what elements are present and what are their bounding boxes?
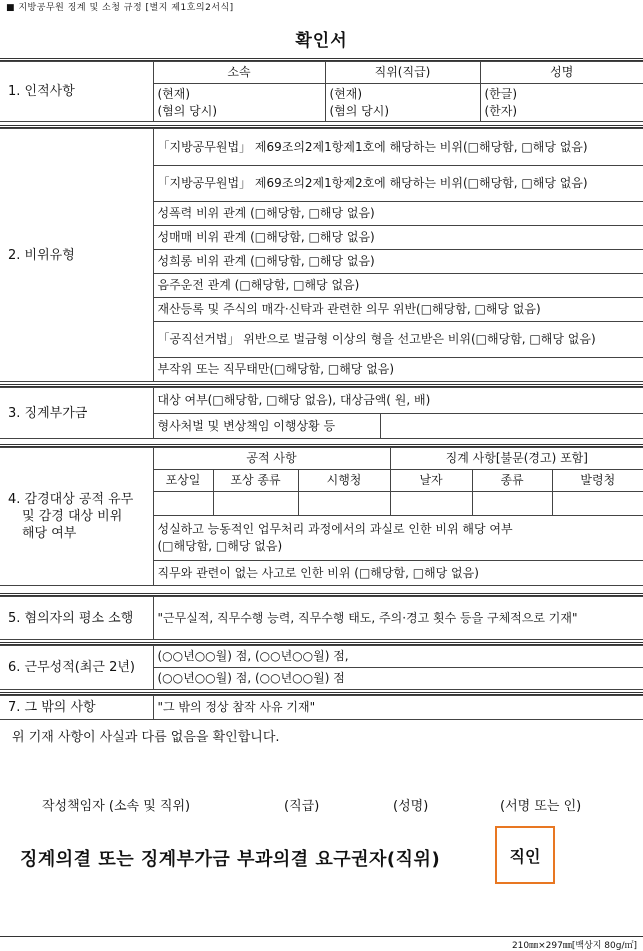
col-type: 종류	[472, 470, 552, 492]
dept-current-label: (현재)	[157, 86, 191, 101]
unrelated-accident-row[interactable]: 직무와 관련이 없는 사고로 인한 비위 (□해당함, □해당 없음)	[153, 561, 643, 586]
award-issuer-field[interactable]	[298, 492, 390, 516]
conduct-field[interactable]: "근무실적, 직무수행 능력, 직무수행 태도, 주의·경고 횟수 등을 구체적으로 기재"	[153, 597, 643, 640]
misconduct-item[interactable]: 부작위 또는 직무태만(□해당함, □해당 없음)	[153, 358, 643, 382]
col-award-date: 포상일	[153, 470, 213, 492]
section-misconduct-type	[0, 128, 643, 382]
section-6-label: 6. 근무성적(최근 2년)	[0, 646, 153, 690]
paper-spec: 210㎜×297㎜[백상지 80g/㎡]	[511, 941, 637, 951]
merit-header: 공적 사항	[153, 448, 390, 470]
confirmation-statement: 위 기재 사항이 사실과 다름 없음을 확인합니다.	[12, 730, 280, 745]
col-issuer: 시행청	[298, 470, 390, 492]
award-date-field[interactable]	[153, 492, 213, 516]
performance-row[interactable]: (○○년○○월) 점, (○○년○○월) 점,	[153, 646, 643, 668]
name-hangul-label: (한글)	[484, 86, 518, 101]
section-1-label: 1. 인적사항	[0, 62, 153, 122]
writer-label: 작성책임자 (소속 및 직위)	[42, 799, 191, 814]
official-seal-box[interactable]: 직인	[495, 826, 555, 884]
misconduct-item[interactable]: 「공직선거법」 위반으로 벌금형 이상의 형을 선고받은 비위(□해당함, □해당 없음)	[153, 322, 643, 358]
section-conduct	[0, 596, 643, 640]
discipline-header: 징계 사항[불문(경고) 포함]	[390, 448, 643, 470]
dept-then-label: (혐의 당시)	[157, 103, 218, 118]
col-date: 날자	[390, 470, 472, 492]
misconduct-item[interactable]: 「지방공무원법」 제69조의2제1항제1호에 해당하는 비위(□해당함, □해당 없음)	[153, 129, 643, 166]
section-4-label: 4. 감경대상 공적 유무 및 감경 대상 비위 해당 여부	[0, 448, 153, 586]
signer-name-label: (성명)	[393, 799, 429, 814]
sincere-error-row[interactable]: 성실하고 능동적인 업무처리 과정에서의 과실로 인한 비위 해당 여부 (□해당함, □해당 없음)	[153, 516, 643, 561]
name-field[interactable]	[480, 84, 643, 122]
discipline-date-field[interactable]	[390, 492, 472, 516]
discipline-agency-field[interactable]	[552, 492, 643, 516]
discipline-type-field[interactable]	[472, 492, 552, 516]
section-performance	[0, 645, 643, 690]
misconduct-item[interactable]: 음주운전 관계 (□해당함, □해당 없음)	[153, 274, 643, 298]
section-personal-info	[0, 61, 643, 122]
performance-row[interactable]: (○○년○○월) 점, (○○년○○월) 점	[153, 668, 643, 690]
col-name: 성명	[480, 62, 643, 84]
col-position: 직위(직급)	[325, 62, 480, 84]
name-hanja-label: (한자)	[484, 103, 518, 118]
section-2-label: 2. 비위유형	[0, 129, 153, 382]
section-other	[0, 695, 643, 720]
other-field[interactable]: "그 밖의 정상 참작 사유 기재"	[153, 696, 643, 720]
section-surcharge	[0, 387, 643, 439]
section-mitigation	[0, 447, 643, 586]
footer-rule	[0, 936, 643, 937]
position-field[interactable]	[325, 84, 480, 122]
col-award-type: 포상 종류	[213, 470, 298, 492]
requester-title: 징계의결 또는 징계부가금 부과의결 요구권자(직위)	[20, 849, 441, 870]
form-header: ■ 지방공무원 징계 및 소청 규정 [별지 제1호의2서식]	[6, 3, 234, 13]
surcharge-target-field[interactable]: 대상 여부(□해당함, □해당 없음), 대상금액( 원, 배)	[153, 388, 643, 414]
misconduct-item[interactable]: 성매매 비위 관계 (□해당함, □해당 없음)	[153, 226, 643, 250]
department-field[interactable]	[153, 84, 325, 122]
misconduct-item[interactable]: 성폭력 비위 관계 (□해당함, □해당 없음)	[153, 202, 643, 226]
pos-current-label: (현재)	[329, 86, 363, 101]
misconduct-item[interactable]: 재산등록 및 주식의 매각·신탁과 관련한 의무 위반(□해당함, □해당 없음)	[153, 298, 643, 322]
misconduct-item[interactable]: 성희롱 비위 관계 (□해당함, □해당 없음)	[153, 250, 643, 274]
section-5-label: 5. 혐의자의 평소 소행	[0, 597, 153, 640]
misconduct-item[interactable]: 「지방공무원법」 제69조의2제1항제2호에 해당하는 비위(□해당함, □해당 없음)	[153, 166, 643, 202]
page-title: 확인서	[295, 31, 348, 51]
col-issuing-agency: 발령청	[552, 470, 643, 492]
criminal-liability-label: 형사처벌 및 변상책임 이행상황 등	[153, 414, 380, 439]
col-department: 소속	[153, 62, 325, 84]
award-type-field[interactable]	[213, 492, 298, 516]
criminal-liability-field[interactable]	[380, 414, 643, 439]
rank-label: (직급)	[284, 799, 320, 814]
sign-label: (서명 또는 인)	[500, 799, 582, 814]
section-7-label: 7. 그 밖의 사항	[0, 696, 153, 720]
section-3-label: 3. 징계부가금	[0, 388, 153, 439]
pos-then-label: (혐의 당시)	[329, 103, 390, 118]
